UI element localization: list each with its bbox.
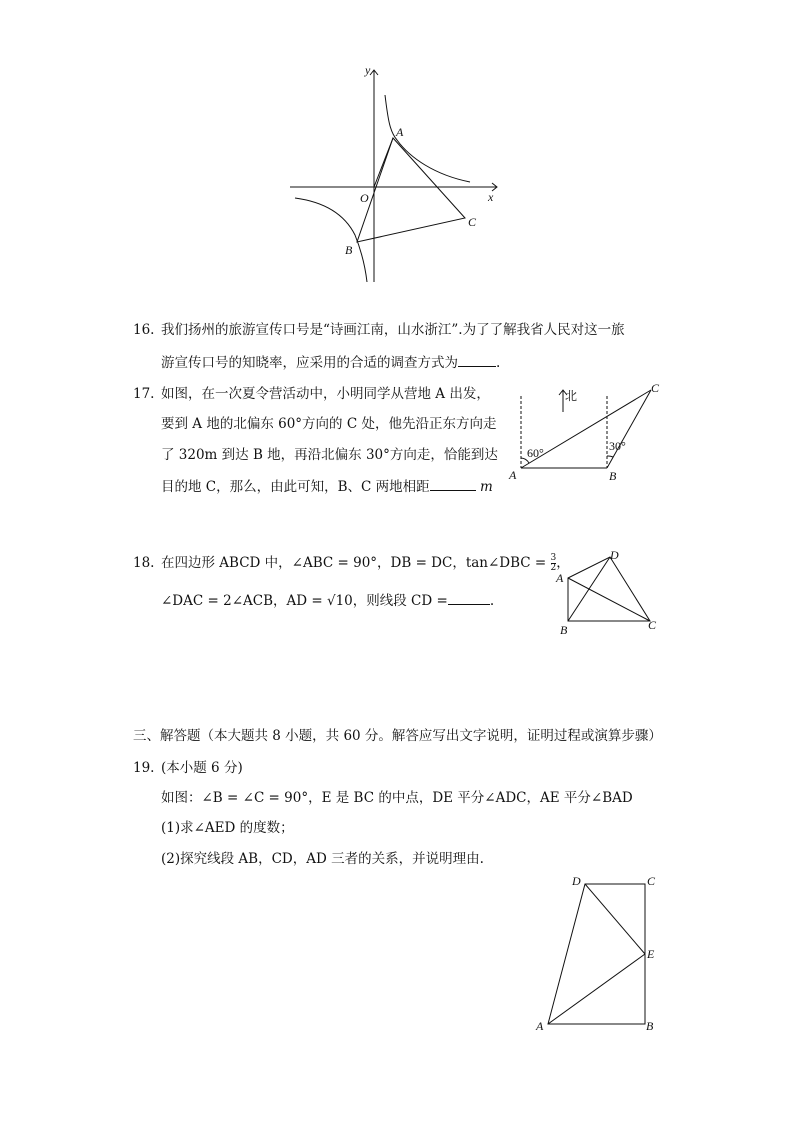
q18-frac-num: 3 — [550, 553, 557, 563]
q18-line1-wrap — [161, 553, 570, 573]
fig17-bearing-diagram — [505, 380, 675, 485]
q16-number: 16. — [133, 322, 155, 338]
segment-ao — [374, 138, 393, 187]
q18-end: . — [489, 593, 495, 609]
label-a: A — [536, 1019, 544, 1033]
angle-30-arc — [607, 456, 613, 457]
q16-line2-wrap — [161, 352, 500, 373]
q18-line1-end: ， — [556, 555, 570, 571]
diagonal-ac — [568, 578, 650, 621]
quadrilateral-abcd — [568, 557, 650, 621]
label-d: D — [610, 548, 619, 562]
quadrilateral-dcba — [548, 884, 645, 1024]
label-b: B — [609, 469, 617, 483]
q18-frac-den: 2 — [550, 563, 557, 573]
q19-stem: 如图：∠B = ∠C = 90°，E 是 BC 的中点，DE 平分∠ADC，AE 平分∠BAD — [161, 790, 633, 806]
label-a: A — [396, 125, 404, 139]
segment-bc — [607, 390, 651, 468]
q16-answer-blank[interactable] — [458, 352, 496, 367]
label-a: A — [509, 468, 517, 482]
label-angle-30: 30° — [609, 439, 626, 453]
label-c: C — [648, 618, 657, 632]
triangle-abc — [357, 138, 465, 242]
q16-line1: 我们扬州的旅游宣传口号是“诗画江南，山水浙江”.为了了解我省人民对这一旅 — [161, 322, 625, 338]
label-b: B — [646, 1019, 654, 1033]
label-b: B — [345, 243, 353, 257]
q18-answer-blank[interactable] — [448, 590, 490, 605]
q19-score: (本小题 6 分) — [161, 760, 243, 776]
label-angle-60: 60° — [527, 446, 544, 460]
q17-unit: m — [479, 479, 493, 495]
label-north: 北 — [565, 389, 578, 403]
label-c: C — [647, 874, 656, 888]
label-y: y — [365, 63, 371, 77]
q18-line1: 在四边形 ABCD 中，∠ABC = 90°，DB = DC，tan∠DBC = — [161, 555, 547, 571]
fig19-trapezoid-diagram — [530, 870, 665, 1035]
q17-line4: 目的地 C，那么，由此可知，B、C 两地相距 — [161, 479, 430, 495]
q19-number: 19. — [133, 760, 155, 776]
label-e: E — [647, 947, 655, 961]
segment-ae — [548, 954, 645, 1024]
q16-end: . — [496, 355, 501, 371]
section3-title: 三、解答题（本大题共 8 小题，共 60 分。解答应写出文字说明，证明过程或演算步骤） — [133, 728, 662, 744]
q17-line2: 要到 A 地的北偏东 60°方向的 C 处，他先沿正东方向走 — [161, 416, 497, 432]
q17-answer-blank[interactable] — [430, 476, 476, 491]
q18-line2-wrap — [161, 590, 494, 611]
segment-de — [585, 884, 645, 954]
fig15-hyperbola-diagram — [285, 60, 505, 290]
q17-line4-wrap — [161, 476, 493, 497]
label-c: C — [468, 215, 477, 229]
q17-line3: 了 320m 到达 B 地，再沿北偏东 30°方向走，恰能到达 — [161, 447, 498, 463]
label-d: D — [572, 874, 581, 888]
q17-number: 17. — [133, 386, 155, 402]
label-a: A — [556, 571, 564, 585]
q17-line1: 如图，在一次夏令营活动中，小明同学从营地 A 出发， — [161, 386, 490, 402]
fig18-quadrilateral-diagram — [552, 545, 667, 640]
q19-sub2: (2)探究线段 AB，CD，AD 三者的关系，并说明理由. — [161, 851, 484, 867]
label-b: B — [560, 623, 568, 637]
q18-number: 18. — [133, 555, 155, 571]
hyperbola-branch-2 — [295, 198, 367, 282]
q18-line2: ∠DAC = 2∠ACB，AD = √10，则线段 CD = — [161, 593, 448, 609]
q19-sub1: (1)求∠AED 的度数； — [161, 820, 294, 836]
label-x: x — [488, 190, 494, 204]
q16-line2: 游宣传口号的知晓率，应采用的合适的调查方式为 — [161, 355, 458, 371]
label-origin: O — [360, 191, 369, 205]
label-c: C — [651, 381, 660, 395]
